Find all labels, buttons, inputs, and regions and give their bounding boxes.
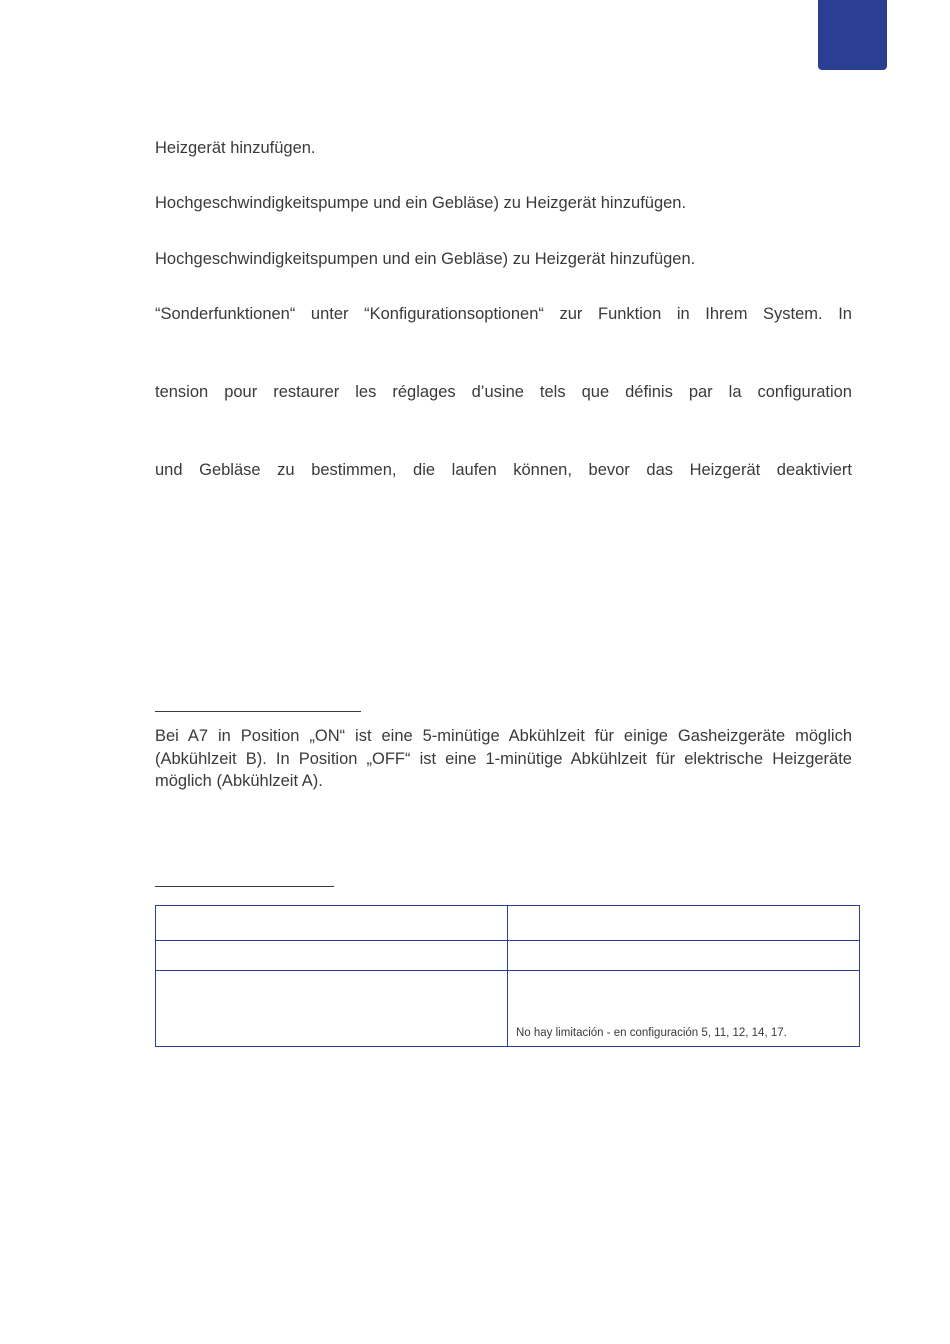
- text-line-4: “Sonderfunktionen“ unter “Konfigurationsoptionen“ zur Funktion in Ihrem System. In: [155, 305, 852, 323]
- footnote-rule: [155, 711, 361, 712]
- text-line-5: tension pour restaurer les réglages d’usine tels que définis par la configuration: [155, 383, 852, 401]
- table-cell: [508, 971, 860, 1047]
- footnote-paragraph: Bei A7 in Position „ON“ ist eine 5-minütige Abkühlzeit für einige Gasheizgeräte möglich (Abkühlzeit B). In Position „OFF“ ist eine 1-minütige Abkühlzeit für elektrische Heizgeräte möglich (Abkühlzeit A).: [155, 727, 852, 790]
- table-row: [156, 971, 860, 1047]
- text-line-1: Heizgerät hinzufügen.: [155, 139, 316, 157]
- config-table: [155, 905, 860, 1047]
- table-rule: [155, 886, 334, 887]
- table-row: [156, 906, 860, 941]
- table-cell: [156, 941, 508, 971]
- text-line-6: und Gebläse zu bestimmen, die laufen können, bevor das Heizgerät deaktiviert: [155, 461, 852, 479]
- table-cell: [508, 941, 860, 971]
- table-row: [156, 941, 860, 971]
- text-line-2: Hochgeschwindigkeitspumpe und ein Gebläse) zu Heizgerät hinzufügen.: [155, 194, 687, 212]
- table-cell: [508, 906, 860, 941]
- section-tab: [818, 0, 887, 70]
- limitation-note: No hay limitación - en configuración 5, 11, 12, 14, 17.: [516, 1027, 787, 1039]
- table-cell: [156, 906, 508, 941]
- text-line-3: Hochgeschwindigkeitspumpen und ein Gebläse) zu Heizgerät hinzufügen.: [155, 250, 696, 268]
- table-cell: [156, 971, 508, 1047]
